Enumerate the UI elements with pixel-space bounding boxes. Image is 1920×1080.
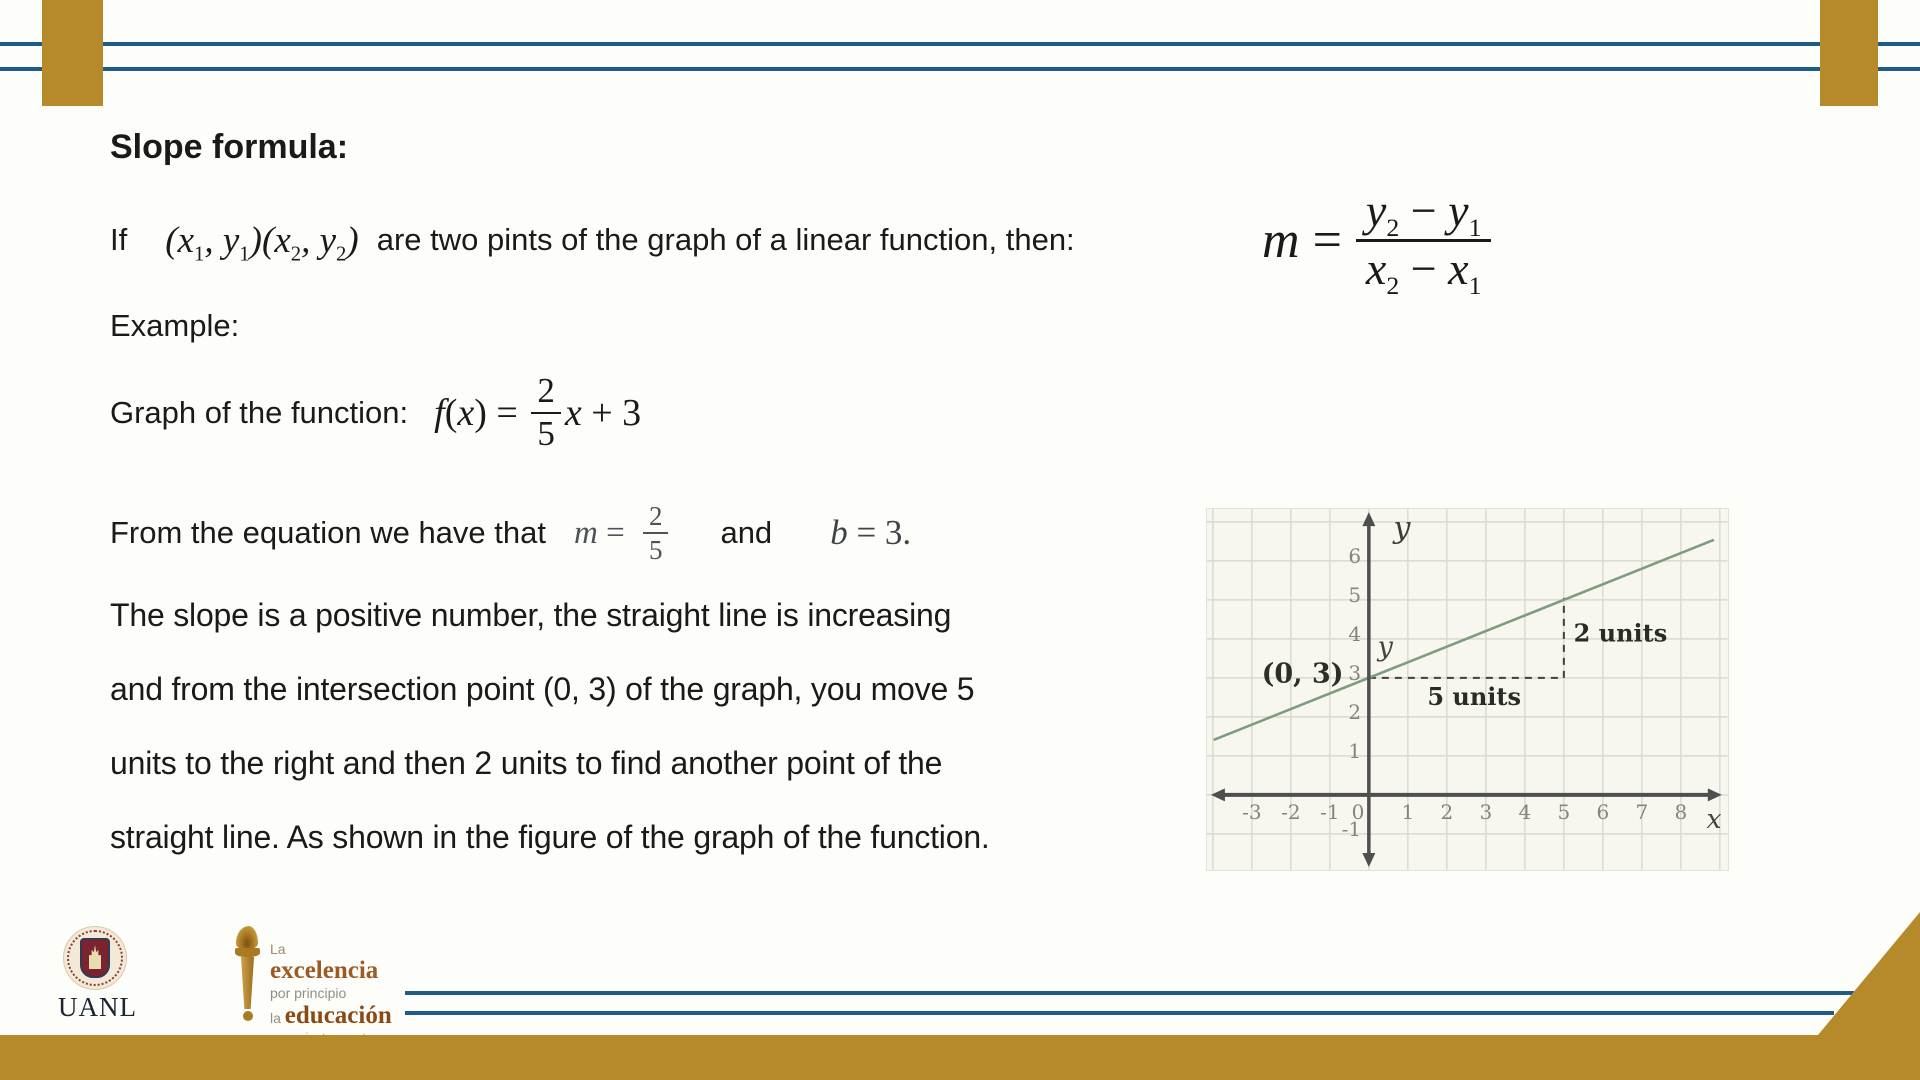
slope-graph xyxy=(1207,509,1728,870)
x-tick-label: -2 xyxy=(1281,800,1301,825)
page-title: Slope formula: xyxy=(110,128,349,166)
paragraph-line: and from the intersection point (0, 3) of the graph, you move 5 xyxy=(110,671,975,707)
x-tick-label: -3 xyxy=(1242,800,1262,825)
y-tick-label: 4 xyxy=(1348,621,1362,646)
paragraph-line: The slope is a positive number, the straight line is increasing xyxy=(110,597,952,633)
from-equation-text: From the equation we have that xyxy=(110,515,546,550)
y-tick-label: 6 xyxy=(1348,543,1362,568)
motto-text xyxy=(270,942,392,1044)
function-math: f(x) = $\frac{2}{5}$ x + 3 xyxy=(434,371,642,453)
motto-educacion-row: la educación xyxy=(270,1002,392,1029)
torch-knob xyxy=(243,1011,253,1021)
bottom-rule-1 xyxy=(405,991,1854,995)
top-right-gold-bar xyxy=(1820,0,1878,106)
intro-line xyxy=(110,196,1075,284)
motto-la: La xyxy=(270,941,286,957)
torch-icon xyxy=(232,926,264,1026)
bottom-gold-band xyxy=(0,1035,1920,1080)
intro-if: If xyxy=(110,222,128,257)
x-tick-label: 0 xyxy=(1351,800,1365,825)
x-tick-label: 2 xyxy=(1440,800,1454,825)
x-tick-label: 8 xyxy=(1674,800,1688,825)
graph-figure xyxy=(1206,508,1729,871)
slope-formula-lhs: m = xyxy=(1262,211,1342,269)
from-equation-line xyxy=(110,498,911,568)
seal-tower xyxy=(89,945,101,969)
x-tick-label: 7 xyxy=(1635,800,1649,825)
graph-annotation: 2 units xyxy=(1573,618,1668,648)
motto-por-principio: por principio xyxy=(270,985,347,1001)
graph-annotation: 5 units xyxy=(1427,682,1521,712)
m-equation: m = $\frac{2}{5}$ xyxy=(574,502,668,565)
graph-annotation: (0, 3) xyxy=(1261,658,1344,690)
torch-flame xyxy=(236,926,258,950)
example-label: Example: xyxy=(110,308,240,343)
and-word: and xyxy=(720,515,773,550)
bottom-right-gold-wedge xyxy=(1818,912,1920,1035)
x-tick-label: -1 xyxy=(1320,800,1340,825)
paragraph-line: straight line. As shown in the figure of the graph of the function. xyxy=(110,819,990,855)
uanl-label: UANL xyxy=(58,992,137,1022)
slope-formula-fraction xyxy=(1356,185,1492,300)
x-tick-label: 4 xyxy=(1518,800,1532,825)
x-tick-label: 5 xyxy=(1557,800,1571,825)
y-tick-label: 1 xyxy=(1348,738,1362,763)
top-rule-2 xyxy=(0,67,1920,71)
intro-rest: are two pints of the graph of a linear function, then: xyxy=(376,222,1075,257)
function-fraction: $\frac{2}{5}$ xyxy=(531,373,561,453)
graph-annotation: y xyxy=(1377,631,1393,663)
uanl-seal-icon xyxy=(63,926,127,990)
x-tick-label: 6 xyxy=(1596,800,1610,825)
axis-arrowhead xyxy=(1362,512,1375,526)
axis-arrowhead xyxy=(1362,853,1375,867)
fraction-denominator: $x_2 - x_1$ xyxy=(1365,242,1482,300)
body-paragraph xyxy=(110,578,990,874)
function-label: Graph of the function: xyxy=(110,395,409,430)
function-line xyxy=(110,352,641,474)
slope-formula xyxy=(1262,162,1491,318)
y-tick-label: -1 xyxy=(1341,816,1362,841)
m-equation-fraction: $\frac{2}{5}$ xyxy=(643,502,669,565)
paragraph-line: units to the right and then 2 units to find another point of the xyxy=(110,745,943,781)
graph-annotation: y xyxy=(1393,510,1411,546)
top-rule-1 xyxy=(0,42,1920,46)
x-tick-label: 1 xyxy=(1401,800,1415,825)
motto-excelencia: excelencia xyxy=(270,957,379,984)
b-equation: b = 3. xyxy=(830,513,912,552)
points-math: ($x_1$, $y_1)(x_2$, $y_2$) xyxy=(165,219,359,265)
seal-shield xyxy=(80,938,110,978)
y-tick-label: 5 xyxy=(1348,582,1362,607)
top-left-gold-bar xyxy=(42,0,103,106)
torch-stem xyxy=(241,957,254,1009)
torch-cup xyxy=(235,948,260,957)
y-tick-label: 3 xyxy=(1348,660,1362,685)
y-tick-label: 2 xyxy=(1348,699,1362,724)
bottom-rule-2 xyxy=(405,1011,1834,1015)
graph-annotation: x xyxy=(1706,804,1722,836)
fraction-numerator: $y_2 - y_1$ xyxy=(1356,187,1492,241)
x-tick-label: 3 xyxy=(1479,800,1493,825)
